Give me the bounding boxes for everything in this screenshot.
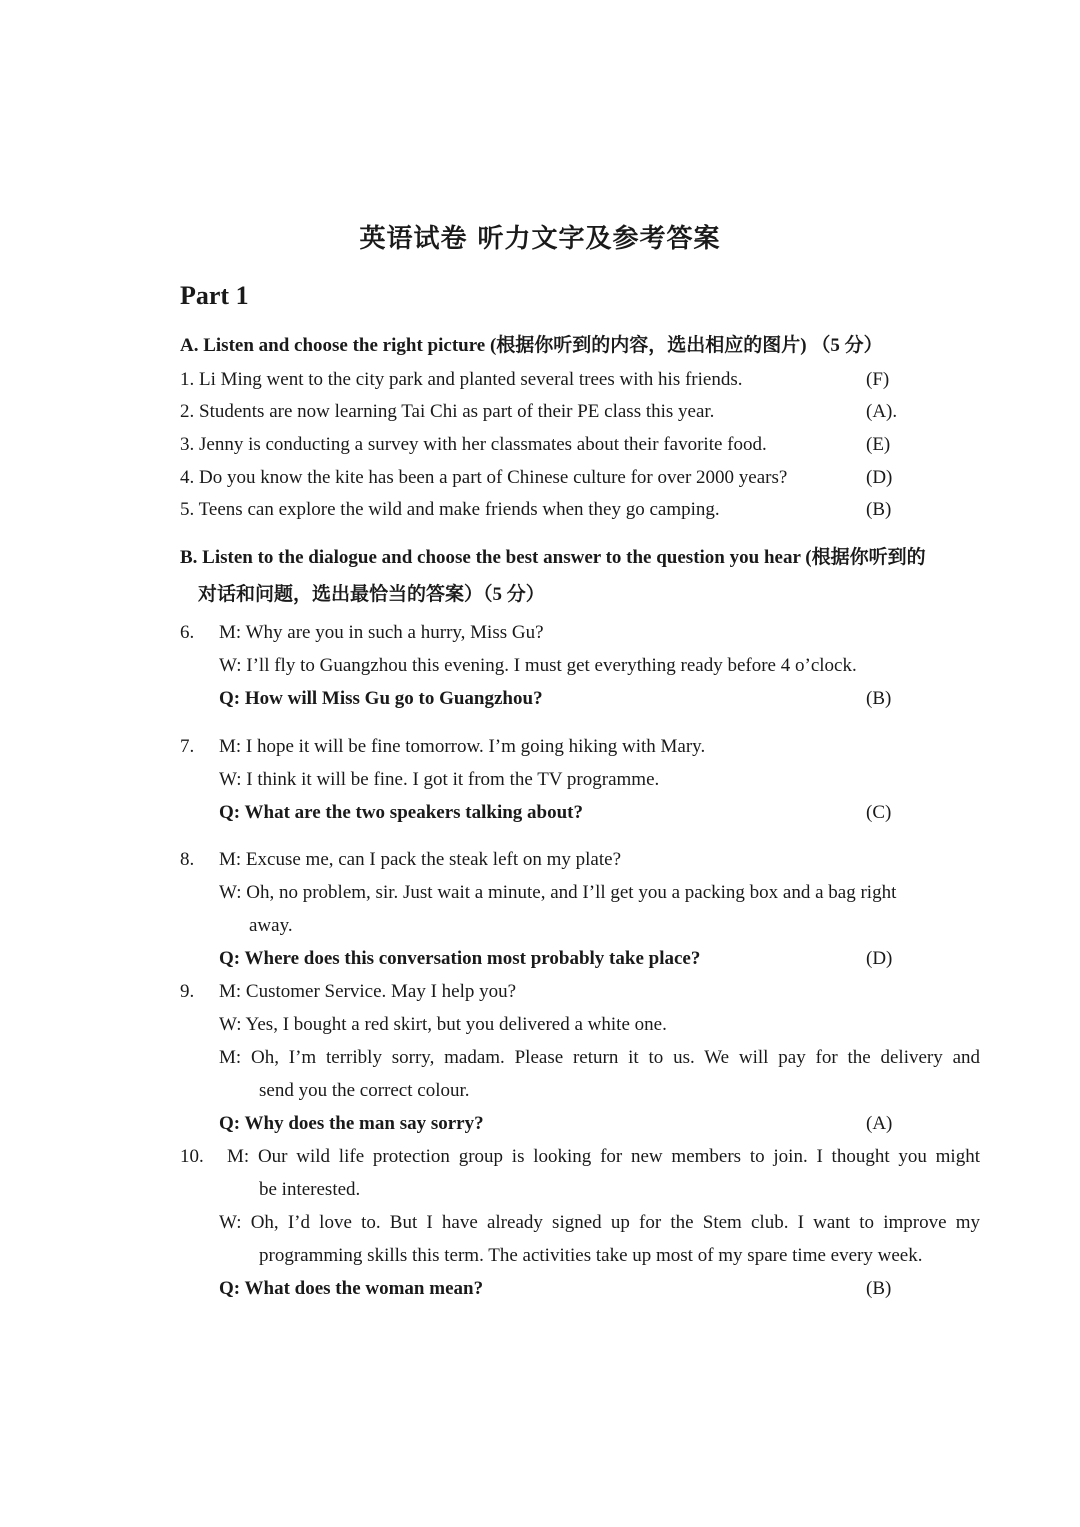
- section-a-item-2: 2. Students are now learning Tai Chi as part of their PE class this year.: [180, 401, 715, 422]
- q9-man-line-1: M: Customer Service. May I help you?: [219, 981, 517, 1002]
- q6-question: Q: How will Miss Gu go to Guangzhou?: [219, 688, 543, 709]
- q8-woman-line-1: W: Oh, no problem, sir. Just wait a minute, and I’ll get you a packing box and a bag right: [219, 882, 897, 903]
- section-a-item-1: 1. Li Ming went to the city park and planted several trees with his friends.: [180, 369, 743, 390]
- q7-woman-line: W: I think it will be fine. I got it from the TV programme.: [219, 769, 660, 790]
- q8-woman-line-2: away.: [249, 915, 293, 936]
- question-number-9: 9.: [180, 981, 195, 1002]
- q10-man-line-1: M: Our wild life protection group is looking for new members to join. I thought you might: [227, 1146, 980, 1167]
- section-a-heading: A. Listen and choose the right picture (根据你听到的内容，选出相应的图片) （5 分）: [180, 335, 883, 356]
- q8-answer: (D): [866, 948, 893, 969]
- q10-woman-line-1: W: Oh, I’d love to. But I have already signed up for the Stem club. I want to improve my: [219, 1212, 980, 1233]
- section-b-heading-line1: B. Listen to the dialogue and choose the best answer to the question you hear (根据你听到的: [180, 547, 926, 568]
- q10-woman-line-2: programming skills this term. The activities take up most of my spare time every week.: [259, 1245, 923, 1266]
- question-number-7: 7.: [180, 736, 195, 757]
- section-a-item-3: 3. Jenny is conducting a survey with her classmates about their favorite food.: [180, 434, 767, 455]
- part-heading: Part 1: [180, 281, 249, 310]
- section-a-answer-4: (D): [866, 467, 893, 488]
- q6-man-line: M: Why are you in such a hurry, Miss Gu?: [219, 622, 544, 643]
- q6-woman-line: W: I’ll fly to Guangzhou this evening. I must get everything ready before 4 o’clock.: [219, 655, 857, 676]
- q7-answer: (C): [866, 802, 892, 823]
- q10-question: Q: What does the woman mean?: [219, 1278, 484, 1299]
- q6-answer: (B): [866, 688, 892, 709]
- section-a-item-5: 5. Teens can explore the wild and make friends when they go camping.: [180, 499, 720, 520]
- section-a-answer-1: (F): [866, 369, 890, 390]
- q9-answer: (A): [866, 1113, 893, 1134]
- section-a-answer-2: (A).: [866, 401, 898, 422]
- question-number-6: 6.: [180, 622, 195, 643]
- question-number-10: 10.: [180, 1146, 204, 1167]
- q10-man-line-2: be interested.: [259, 1179, 361, 1200]
- q8-question: Q: Where does this conversation most probably take place?: [219, 948, 701, 969]
- section-a-answer-5: (B): [866, 499, 892, 520]
- q10-answer: (B): [866, 1278, 892, 1299]
- section-a-item-4: 4. Do you know the kite has been a part of Chinese culture for over 2000 years?: [180, 467, 788, 488]
- q9-question: Q: Why does the man say sorry?: [219, 1113, 484, 1134]
- q9-man-line-2a: M: Oh, I’m terribly sorry, madam. Please return it to us. We will pay for the delivery and: [219, 1047, 980, 1068]
- q9-man-line-2b: send you the correct colour.: [259, 1080, 470, 1101]
- section-b-heading-line2: 对话和问题，选出最恰当的答案）（5 分）: [198, 584, 545, 605]
- section-a-answer-3: (E): [866, 434, 891, 455]
- question-number-8: 8.: [180, 849, 195, 870]
- q7-question: Q: What are the two speakers talking about?: [219, 802, 584, 823]
- q8-man-line: M: Excuse me, can I pack the steak left on my plate?: [219, 849, 622, 870]
- q9-woman-line: W: Yes, I bought a red skirt, but you delivered a white one.: [219, 1014, 667, 1035]
- page-title: 英语试卷 听力文字及参考答案: [359, 224, 721, 254]
- q7-man-line: M: I hope it will be fine tomorrow. I’m going hiking with Mary.: [219, 736, 706, 757]
